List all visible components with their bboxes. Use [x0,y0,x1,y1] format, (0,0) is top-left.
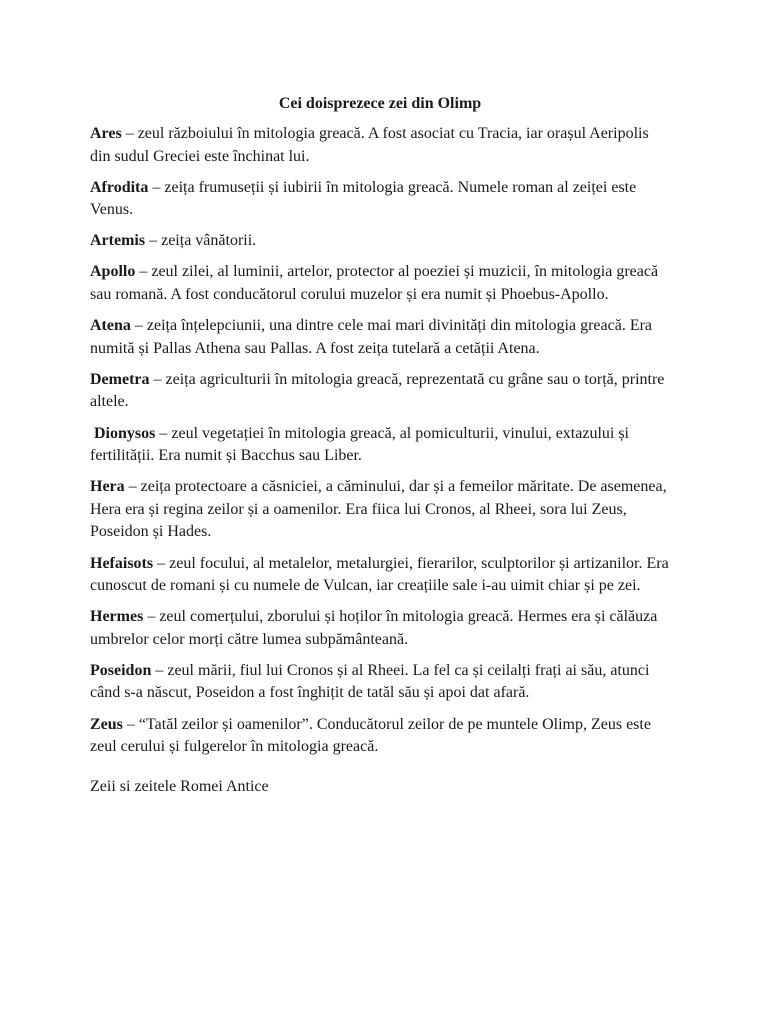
entry-poseidon [90,660,670,705]
entry-text: – zeul focului, al metalelor, metalurgiei, fierarilor, sculptorilor și artizanilor. Era cunoscut de romani și cu numele de Vulcan, iar creațiile sale i-au uimit chiar și pe zei. [90,554,669,595]
entry-text: – zeița frumuseții și iubirii în mitologia greacă. Numele roman al zeiței este Venus. [90,178,637,219]
entry-name: Hera [90,478,125,496]
entry-name: Atena [90,317,131,335]
entry-text: – zeița agriculturii în mitologia greacă, reprezentată cu grâne sau o torță, printre altele. [90,370,665,411]
entry-atena [90,315,670,360]
entry-hera [90,476,670,544]
entry-name: Artemis [90,232,146,250]
entry-afrodita [90,177,670,222]
entry-artemis [90,230,670,253]
entry-text: – zeul războiului în mitologia greacă. A fost asociat cu Tracia, iar orașul Aeripolis din sudul Greciei este închinat lui. [90,125,649,165]
entry-hermes [90,606,670,651]
entry-text: – zeul mării, fiul lui Cronos și al Rheei. La fel ca și ceilalți frați ai său, atunci când s-a născut, Poseidon a fost înghițit de tatăl său și apoi dat afară. [90,661,650,702]
section-heading: Zeii si zeitele Romei Antice [90,777,269,795]
entry-name: Dionysos [90,424,156,442]
entry-text: – zeul zilei, al luminii, artelor, protector al poeziei și muzicii, în mitologia greacă sau romană. A fost conducătorul corului muzelor și era numit și Phoebus-Apollo. [90,263,659,304]
entry-demetra [90,369,670,414]
entry-text: – zeul comerțului, zborului și hoților în mitologia greacă. Hermes era și călăuza umbrelor celor morți către lumea subpământeană. [90,608,658,648]
entry-name: Apollo [90,263,136,281]
entry-hefaisots [90,553,670,598]
entry-apollo [90,261,670,306]
entry-name: Hermes [90,608,144,626]
entry-name: Hefaisots [90,554,154,572]
entry-text: – zeița înțelepciunii, una dintre cele mai mari divinități din mitologia greacă. Era numită și Pallas Athena sau Pallas. A fost zeița tutelară a cetății Atena. [90,317,653,357]
document-title: Cei doisprezece zei din Olimp [278,95,482,112]
entry-zeus [90,714,670,759]
entry-name: Poseidon [90,661,152,679]
entry-ares [90,123,670,168]
entry-dionysos [90,423,670,468]
entry-name: Zeus [90,715,123,733]
entry-name: Demetra [90,370,150,388]
entry-text: – zeița protectoare a căsniciei, a căminului, dar și a femeilor măritate. De asemenea, Hera era și regina zeilor și a oamenilor. Era fiica lui Cronos, al Rheei, sora lui Zeus, Poseidon și Hades. [90,478,667,541]
document-page [90,93,670,798]
entry-name: Ares [90,125,122,142]
entry-text: – “Tatăl zeilor și oamenilor”. Conducătorul zeilor de pe muntele Olimp, Zeus este zeul cerului și fulgerelor în mitologia greacă. [90,715,651,756]
entry-text: – zeița vânătorii. [145,232,257,250]
entry-name: Afrodita [90,178,149,196]
entry-text: – zeul vegetației în mitologia greacă, al pomiculturii, vinului, extazului și fertilității. Era numit și Bacchus sau Liber. [90,424,629,465]
